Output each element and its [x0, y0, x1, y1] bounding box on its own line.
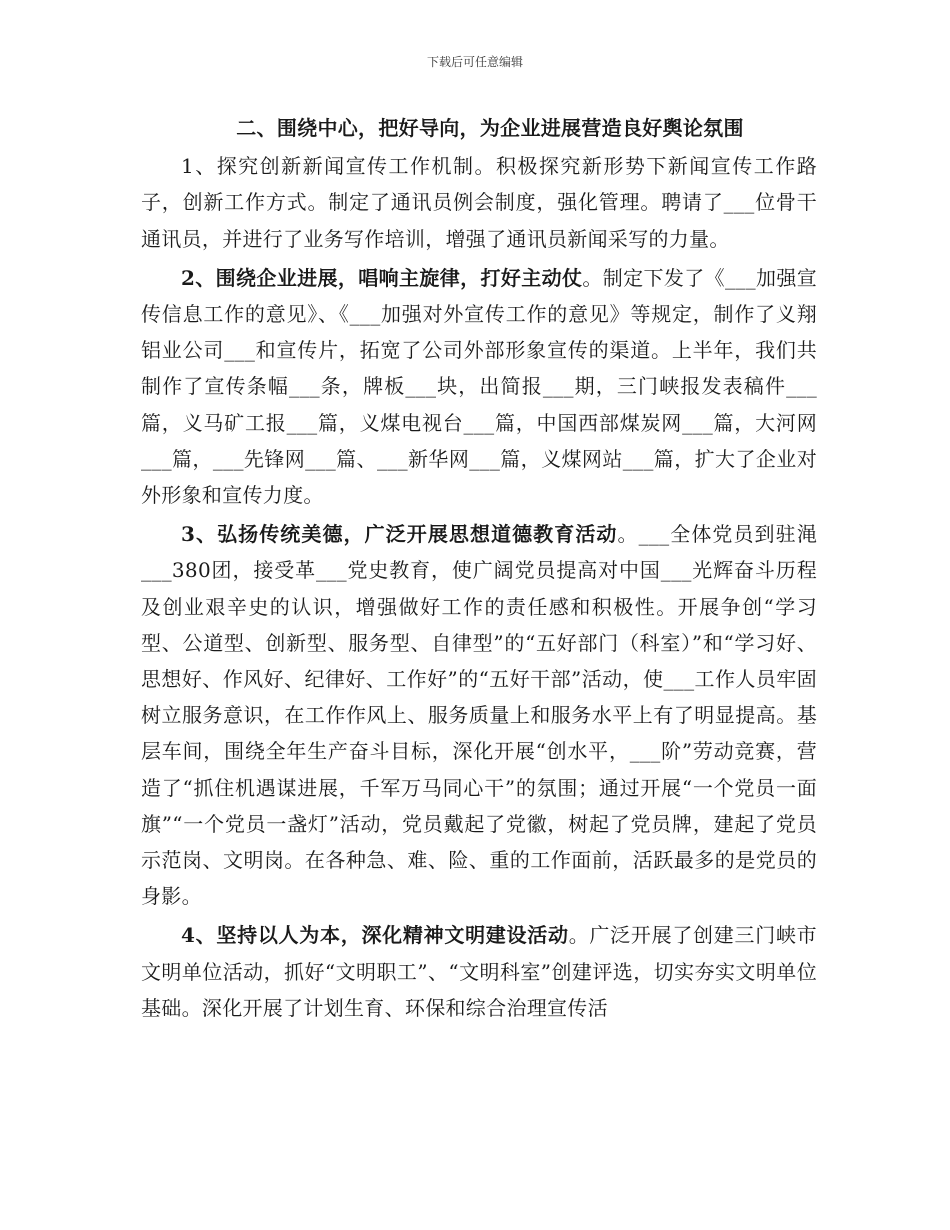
paragraph-1	[141, 148, 817, 257]
paragraph-2-text: 。制定下发了《___加强宣传信息工作的意见》、《___加强对外宣传工作的意见》等规定，制作了义翔铝业公司___和宣传片，拓宽了公司外部形象宣传的渠道。上半年，我们共制作了宣传条幅___条，牌板___块，出简报___期，三门峡报发表稿件___篇，义马矿工报___篇，义煤电视台___篇，中国西部煤炭网___篇，大河网___篇，___先锋网___篇、___新华网___篇，义煤网站___篇，扩大了企业对外形象和宣传力度。	[141, 265, 817, 508]
page-header-note: 下载后可任意编辑	[426, 55, 523, 69]
section-heading: 二、围绕中心，把好导向，为企业进展营造良好舆论氛围	[236, 116, 744, 140]
paragraph-4-lead: 4、坚持以人为本，深化精神文明建设活动	[181, 923, 569, 948]
paragraph-2	[141, 260, 817, 513]
paragraph-3-lead: 3、弘扬传统美德，广泛开展思想道德教育活动	[181, 522, 618, 547]
paragraph-4-text: 。广泛开展了创建三门峡市文明单位活动，抓好“文明职工”、“文明科室”创建评选，切实夯实文明单位基础。深化开展了计划生育、环保和综合治理宣传活	[141, 923, 817, 1020]
paragraph-2-lead: 2、围绕企业进展，唱响主旋律，打好主动仗	[181, 265, 583, 290]
paragraph-4	[141, 917, 817, 1026]
paragraph-1-text: 1、探究创新新闻宣传工作机制。积极探究新形势下新闻宣传工作路子，创新工作方式。制定了通讯员例会制度，强化管理。聘请了___位骨干通讯员，并进行了业务写作培训，增强了通讯员新闻采写的力量。	[141, 154, 817, 251]
paragraph-3-text: 。___全体党员到驻渑___380团，接受革___党史教育，使广阔党员提高对中国___光辉奋斗历程及创业艰辛史的认识，增强做好工作的责任感和积极性。开展争创“学习型、公道型、创新型、服务型、自律型”的“五好部门（科室）”和“学习好、思想好、作风好、纪律好、工作好”的“五好干部”活动，使___工作人员牢固树立服务意识，在工作作风上、服务质量上和服务水平上有了明显提高。基层车间，围绕全年生产奋斗目标，深化开展“创水平，___阶”劳动竞赛，营造了“抓住机遇谋进展，千军万马同心干”的氛围；通过开展“一个党员一面旗”“一个党员一盏灯”活动，党员戴起了党徽，树起了党员牌，建起了党员示范岗、文明岗。在各种急、难、险、重的工作面前，活跃最多的是党员的身影。	[141, 522, 817, 909]
paragraph-3	[141, 516, 817, 914]
document-body	[141, 110, 817, 1029]
